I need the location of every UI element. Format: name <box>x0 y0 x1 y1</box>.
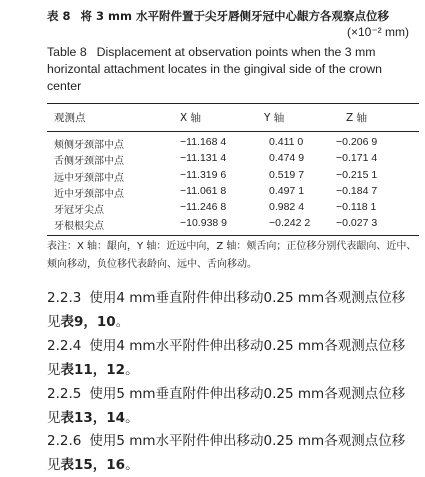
section-end: 。 <box>115 314 130 330</box>
cell-y: 0.411 0 <box>269 136 304 148</box>
cell-y: 0.519 7 <box>269 168 305 181</box>
table-bottom-rule <box>47 235 419 236</box>
table-reference-link[interactable]: 表9，10 <box>60 314 116 330</box>
table-body <box>47 136 419 234</box>
section-end: 。 <box>125 362 139 378</box>
table-top-rule <box>47 103 419 104</box>
section-text: 使用4 mm垂直附件伸出移动0.25 mm各观测点位移 见 <box>47 290 406 330</box>
cell-z: −0.118 1 <box>336 201 377 214</box>
cell-y: −0.242 2 <box>269 217 311 230</box>
cell-x: −11.061 8 <box>180 184 227 197</box>
table-row <box>47 217 419 233</box>
cell-x: −11.168 4 <box>180 136 227 148</box>
section-number: 2.2.5 <box>47 386 82 402</box>
section-text: 使用5 mm水平附件伸出移动0.25 mm各观测点位移 见 <box>47 433 406 473</box>
section-text: 使用5 mm垂直附件伸出移动0.25 mm各观测点位移 见 <box>47 386 406 426</box>
cell-point: 牙根根尖点 <box>54 221 104 233</box>
column-header-point: 观测点 <box>54 112 86 124</box>
cell-x: −11.131 4 <box>180 152 227 165</box>
cell-x: −10.938 9 <box>180 217 228 230</box>
table-header-rule <box>47 131 419 132</box>
cell-z: −0.206 9 <box>336 136 378 148</box>
column-header-z: Z 轴 <box>346 112 368 124</box>
cell-point: 近中牙颈部中点 <box>54 188 124 200</box>
cell-z: −0.215 1 <box>336 168 378 181</box>
section-text: 使用4 mm水平附件伸出移动0.25 mm各观测点位移 见 <box>47 338 406 378</box>
section-number: 2.2.4 <box>47 338 82 354</box>
table-label-cn: 表 8 <box>47 9 71 23</box>
table-row <box>47 136 419 152</box>
section-number: 2.2.6 <box>47 433 82 449</box>
table-row <box>47 152 419 168</box>
table-note: 表注：X 轴：龈向，Y 轴：近远中向，Z 轴：颊舌向；正位移分别代表龈向、近中、颊向移动，负位移代表龄向、远中、舌向移动。 <box>47 241 417 270</box>
table-label-en: Table 8 <box>47 45 87 59</box>
table-caption-cn <box>47 8 419 24</box>
table-title-cn: 将 3 mm 水平附件置于尖牙唇侧牙冠中心龈方各观察点位移 <box>80 9 389 23</box>
table-row <box>47 201 419 217</box>
cell-x: −11.246 8 <box>180 201 227 214</box>
column-header-x: X 轴 <box>180 112 202 124</box>
cell-z: −0.027 3 <box>336 217 378 230</box>
table-reference-link[interactable]: 表15，16 <box>60 457 126 473</box>
table-reference-link[interactable]: 表11，12 <box>60 362 126 378</box>
cell-x: −11.319 6 <box>180 168 227 181</box>
section-end: 。 <box>125 457 139 473</box>
cell-point: 舌侧牙颈部中点 <box>54 156 124 168</box>
cell-y: 0.982 4 <box>269 201 305 214</box>
table-reference-link[interactable]: 表13，14 <box>60 410 126 426</box>
table-caption-en <box>47 44 412 95</box>
cell-point: 牙冠牙尖点 <box>54 205 104 217</box>
column-header-y: Y 轴 <box>264 112 285 124</box>
table-title-en: Displacement at observation points when the 3 mm horizontal attachment locates in the gingival side of the crown center <box>47 45 382 93</box>
section-paragraph <box>47 286 419 334</box>
table-unit: (×10⁻² mm) <box>346 25 409 39</box>
section-end: 。 <box>125 410 139 426</box>
table-row <box>47 185 419 201</box>
cell-y: 0.474 9 <box>269 152 305 165</box>
section-paragraph <box>47 334 419 382</box>
cell-z: −0.171 4 <box>336 152 378 165</box>
cell-y: 0.497 1 <box>269 184 305 197</box>
table-row <box>47 169 419 185</box>
section-number: 2.2.3 <box>47 290 82 306</box>
cell-point: 远中牙颈部中点 <box>54 172 124 184</box>
cell-z: −0.184 7 <box>336 184 378 197</box>
cell-point: 颊侧牙颈部中点 <box>54 140 124 151</box>
section-paragraph <box>47 382 419 430</box>
section-paragraph <box>47 429 419 477</box>
